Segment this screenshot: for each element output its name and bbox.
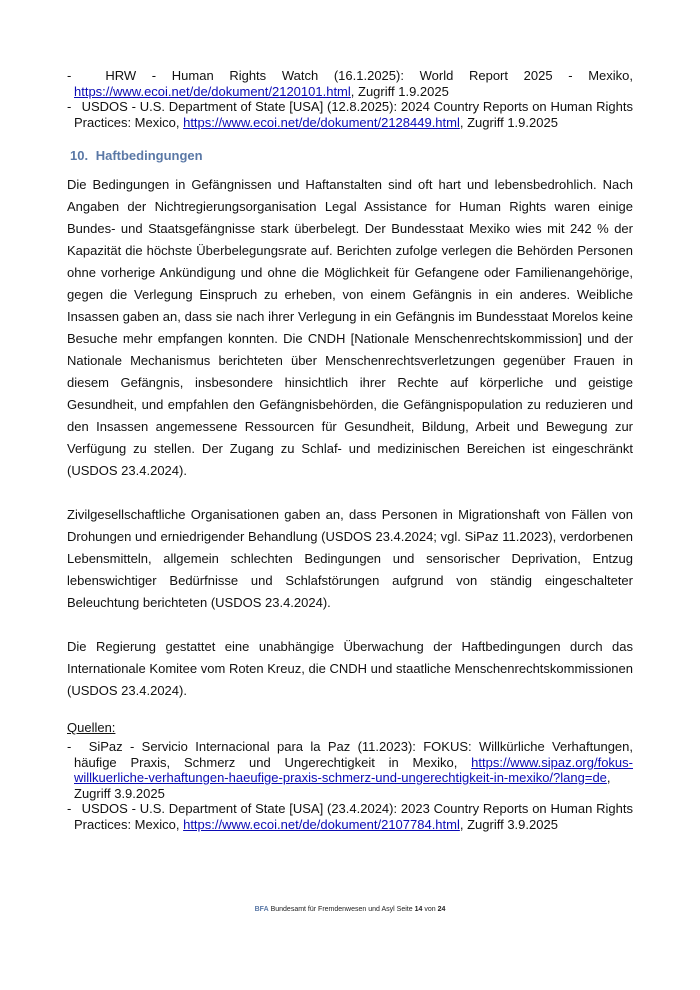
section-heading: [70, 148, 633, 163]
reference-text: [74, 99, 633, 130]
source-text: [74, 801, 633, 832]
reference-item: [67, 99, 633, 130]
document-page: [67, 68, 633, 832]
page-footer: [0, 906, 700, 913]
footer-of-word: von: [424, 906, 436, 913]
list-dash: -: [67, 801, 72, 816]
bfa-logo: BFA: [254, 906, 269, 913]
source-link[interactable]: https://www.sipaz.org/fokus-willkuerliche-verhaftungen-haeufige-praxis-schmerz-und-ungerechtigkeit-in-mexiko/?lang=de: [74, 754, 633, 785]
list-dash: -: [67, 68, 72, 83]
source-link[interactable]: https://www.ecoi.net/de/dokument/2107784.html: [183, 816, 460, 832]
reference-link[interactable]: https://www.ecoi.net/de/dokument/2128449.html: [183, 114, 460, 130]
footer-page-word: Seite: [396, 906, 413, 913]
list-dash: -: [67, 739, 72, 754]
source-citation: SiPaz - Servicio Internacional para la Paz (11.2023): FOKUS: Willkürliche Verhaftungen, häufige Praxis, Schmerz und Ungerechtigkeit in Mexiko,: [74, 739, 633, 770]
reference-access-date: , Zugriff 1.9.2025: [350, 83, 449, 99]
reference-text: [74, 68, 633, 99]
reference-citation: HRW - Human Rights Watch (16.1.2025): World Report 2025 - Mexiko,: [105, 68, 633, 83]
footer-page-number: 14: [414, 906, 423, 913]
reference-item: [67, 68, 633, 99]
footer-page-total: 24: [437, 906, 446, 913]
source-item: [67, 739, 633, 801]
section-title: Haftbedingungen: [95, 148, 203, 163]
reference-citation: USDOS - U.S. Department of State [USA] (12.8.2025): 2024 Country Reports on Human Rights Practices: Mexico,: [74, 99, 633, 130]
body-paragraph: Zivilgesellschaftliche Organisationen gaben an, dass Personen in Migrationshaft von Fällen von Drohungen und erniedrigender Behandlung (USDOS 23.4.2024; vgl. SiPaz 11.2023), verdorbenen Lebensmitteln, allgemein schlechten Bedingungen und sensorischer Deprivation, Entzug lebenswichtiger Bedürfnisse und Schlafstörungen aufgrund von ständig eingeschalteter Beleuchtung berichteten (USDOS 23.4.2024).: [67, 507, 633, 610]
reference-link[interactable]: https://www.ecoi.net/de/dokument/2120101.html: [74, 83, 351, 99]
reference-access-date: , Zugriff 1.9.2025: [459, 114, 558, 130]
source-access-date: , Zugriff 3.9.2025: [74, 770, 611, 801]
source-item: [67, 801, 633, 832]
source-text: [74, 739, 633, 801]
body-paragraph: Die Bedingungen in Gefängnissen und Haftanstalten sind oft hart und lebensbedrohlich. Nach Angaben der Nichtregierungsorganisation Legal Assistance for Human Rights waren einige Bundes- und Staatsgefängnisse stark überbelegt. Der Bundesstaat Mexiko wies mit 242 % der Kapazität die höchste Überbelegungsrate auf. Berichten zufolge verlegen die Behörden Personen ohne vorherige Ankündigung und ohne die Möglichkeit für Gefangene oder Familienangehörige, gegen die Verlegung Einspruch zu erheben, von einem Gefängnis in ein anderes. Weibliche Insassen gaben an, dass sie nach ihrer Verlegung in ein Gefängnis im Bundesstaat Morelos keine Besuche mehr empfangen konnten. Die CNDH [Nationale Menschenrechtskommission] und der Nationale Mechanismus berichteten über Menschenrechtsverletzungen gegenüber Frauen in diesem Gefängnis, insbesondere hinsichtlich ihrer Rechte auf körperliche und geistige Gesundheit, und empfahlen den Gefängnisbehörden, die Gefängnispopulation zu reduzieren und den Insassen angemessene Ressourcen für Gesundheit, Bildung, Arbeit und Bewegung zur Verfügung zu stellen. Der Zugang zu Schlaf- und medizinischen Bereichen ist eingeschränkt (USDOS 23.4.2024).: [67, 177, 633, 478]
footer-org: Bundesamt für Fremdenwesen und Asyl: [270, 906, 395, 913]
sources-label: Quellen:: [67, 720, 116, 735]
section-number: 10.: [70, 148, 89, 163]
source-citation: USDOS - U.S. Department of State [USA] (23.4.2024): 2023 Country Reports on Human Rights Practices: Mexico,: [74, 801, 633, 832]
list-dash: -: [67, 99, 72, 114]
body-paragraph: Die Regierung gestattet eine unabhängige Überwachung der Haftbedingungen durch das Internationale Komitee vom Roten Kreuz, die CNDH und staatliche Menschenrechtskommissionen (USDOS 23.4.2024).: [67, 639, 633, 698]
source-access-date: , Zugriff 3.9.2025: [459, 816, 558, 832]
sources-list: [67, 739, 633, 832]
